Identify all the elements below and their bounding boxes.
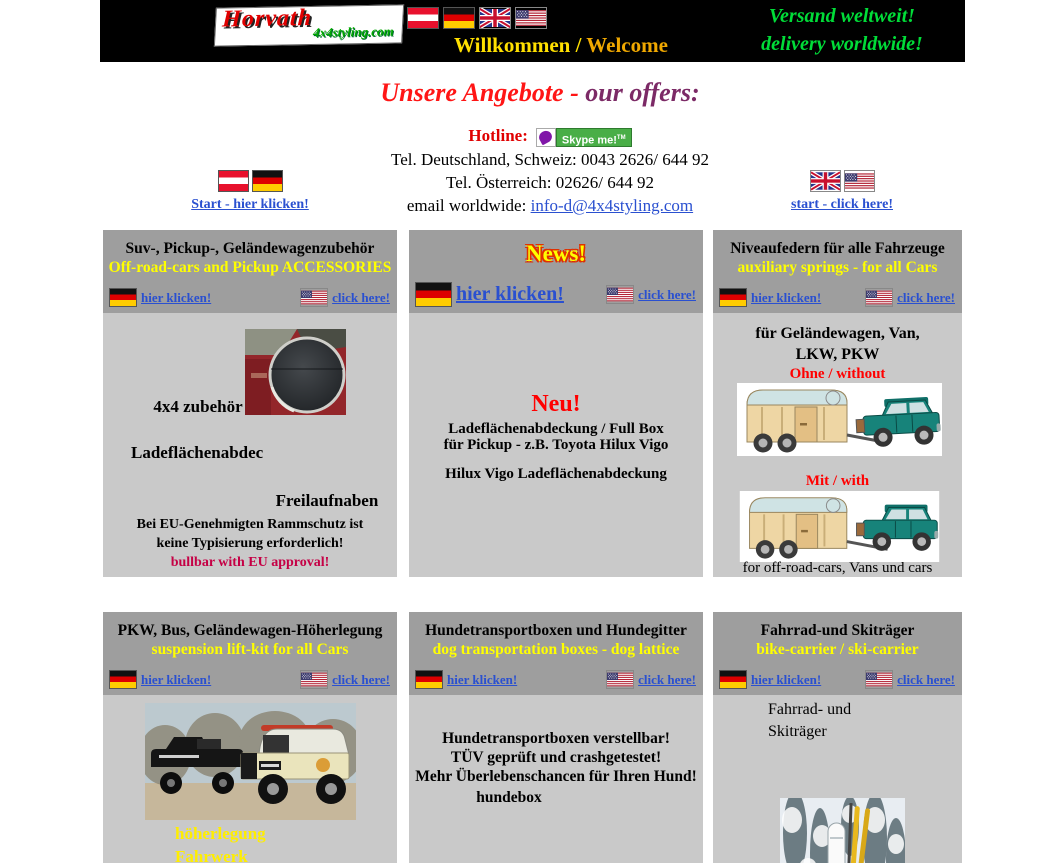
shipping-english: delivery worldwide! [761, 33, 923, 55]
dog-box-line-2: TÜV geprüft und crashgetestet! [450, 749, 662, 766]
german-link-group[interactable] [720, 671, 821, 688]
germany-flag-icon[interactable] [253, 171, 282, 191]
phone-austria: Tel. Österreich: 02626/ 644 92 [446, 173, 654, 192]
cell-title-english: dog transportation boxes - dog lattice [432, 641, 680, 658]
hier-klicken-link[interactable]: hier klicken! [447, 671, 518, 687]
cell-title-english: Off-road-cars and Pickup ACCESSORIES [108, 259, 392, 276]
caption-skitraeger: Skiträger [768, 723, 827, 740]
austria-flag-icon[interactable] [219, 171, 248, 191]
hier-klicken-link[interactable]: hier klicken! [141, 289, 212, 305]
caption-4x4-zubehoer: 4x4 zubehör [153, 397, 243, 416]
welcome-german: Willkommen / [454, 33, 582, 57]
offers-heading-english: our offers: [585, 78, 700, 107]
english-link-group[interactable] [301, 289, 390, 306]
usa-flag-icon [866, 671, 892, 688]
caption-fahrwerk: Fahrwerk [175, 847, 248, 863]
email-label: email worldwide: [406, 196, 531, 215]
english-link-group[interactable] [607, 286, 696, 303]
lifted-jeep-photo [145, 703, 356, 820]
click-here-link[interactable]: click here! [638, 671, 696, 687]
shipping-german: Versand weltweit! [768, 5, 916, 27]
cell-body [713, 695, 962, 863]
dog-box-line-3: Mehr Überlebenschancen für Ihren Hund! [415, 768, 697, 785]
usa-flag-icon [301, 671, 327, 688]
hier-klicken-link[interactable]: hier klicken! [456, 283, 564, 305]
germany-flag-icon[interactable] [444, 8, 474, 28]
germany-flag-icon [110, 289, 136, 306]
caption-fahrrad-und: Fahrrad- und [768, 701, 852, 718]
german-link-group[interactable] [416, 671, 517, 688]
caption-hoeherlegung: höherlegung [175, 824, 266, 843]
note-english: bullbar with EU approval! [170, 555, 330, 570]
cell-body [409, 313, 703, 577]
welcome-heading [428, 33, 694, 58]
cell-header [103, 230, 397, 313]
usa-flag-icon [866, 289, 892, 306]
usa-flag-icon [301, 289, 327, 306]
welcome-english: Welcome [586, 33, 668, 57]
news-line-2: für Pickup - z.B. Toyota Hilux Vigo [443, 437, 669, 453]
germany-flag-icon [416, 283, 451, 306]
english-link-group[interactable] [866, 289, 955, 306]
with-label: Mit / with [805, 473, 870, 489]
german-link-group[interactable] [110, 289, 211, 306]
without-label: Ohne / without [789, 366, 886, 382]
click-here-link[interactable]: click here! [332, 289, 390, 305]
note-line-1: Bei EU-Genehmigten Rammschutz ist [136, 517, 364, 532]
offer-cell-ski-carrier [713, 612, 962, 863]
cell-body [713, 313, 962, 577]
dog-box-line-1: Hundetransportboxen verstellbar! [442, 730, 670, 747]
springs-caption: for off-road-cars, Vans und cars [742, 560, 933, 576]
cell-header [713, 612, 962, 695]
springs-subtitle: für Geländewagen, Van, LKW, PKW [755, 325, 920, 363]
site-logo[interactable] [214, 4, 404, 46]
hier-klicken-link[interactable]: hier klicken! [141, 671, 212, 687]
caption-freilaufnaben: Freilaufnaben [275, 491, 379, 510]
usa-flag-icon[interactable] [845, 171, 874, 191]
offer-cell-springs [713, 230, 962, 577]
hier-klicken-link[interactable]: hier klicken! [751, 671, 822, 687]
hundebox-label: hundebox [476, 789, 542, 806]
cell-title-english: suspension lift-kit for all Cars [151, 641, 349, 658]
german-link-group[interactable] [416, 283, 564, 306]
start-english-flags [776, 171, 908, 191]
offer-cell-dog-boxes [409, 612, 703, 863]
trailer-towing-without-springs-illustration [737, 383, 942, 456]
austria-flag-icon[interactable] [408, 8, 438, 28]
cell-header [103, 612, 397, 695]
ski-carrier-caption [768, 699, 851, 743]
usa-flag-icon [607, 286, 633, 303]
offer-cell-lift-kit [103, 612, 397, 863]
logo-domain-text: 4x4styling.com [312, 23, 395, 40]
cell-title-german: Hundetransportboxen und Hundegitter [425, 622, 687, 639]
news-text [409, 421, 703, 453]
start-german-block [184, 171, 316, 213]
english-link-group[interactable] [301, 671, 390, 688]
usa-flag-icon[interactable] [516, 8, 546, 28]
trailer-towing-with-springs-illustration [737, 491, 942, 562]
english-link-group[interactable] [607, 671, 696, 688]
cell-title-german: Niveaufedern für alle Fahrzeuge [730, 240, 945, 257]
offers-heading-german: Unsere Angebote - [380, 78, 586, 107]
cell-title-english: bike-carrier / ski-carrier [756, 641, 919, 658]
offers-heading [90, 78, 990, 108]
cell-header [409, 230, 703, 313]
cell-title-german: Fahrrad-und Skiträger [760, 622, 915, 639]
logo-text: Horvath [221, 4, 313, 33]
cell-title-german: PKW, Bus, Geländewagen-Höherlegung [117, 622, 383, 639]
click-here-link[interactable]: click here! [332, 671, 390, 687]
uk-flag-icon[interactable] [480, 8, 510, 28]
germany-flag-icon [720, 289, 746, 306]
cell-header [713, 230, 962, 313]
cell-body [103, 313, 397, 577]
bullbar-note [103, 515, 397, 572]
news-line-1: Ladeflächenabdeckung / Full Box [448, 421, 664, 437]
note-line-2: keine Typisierung erforderlich! [156, 536, 344, 551]
caption-ladeflaechenabdec: Ladeflächenabdec [131, 443, 264, 462]
neu-label: Neu! [531, 391, 581, 417]
start-english-block [776, 171, 908, 213]
start-german-link[interactable]: Start - hier klicken! [191, 197, 309, 212]
hotline-label: Hotline: [468, 126, 528, 145]
cell-title-english: auxiliary springs - for all Cars [737, 259, 938, 276]
language-flags [408, 8, 546, 28]
top-banner [100, 0, 965, 62]
skype-icon [536, 128, 556, 147]
click-here-link[interactable]: click here! [897, 289, 955, 305]
uk-flag-icon[interactable] [811, 171, 840, 191]
start-german-flags [184, 171, 316, 191]
cell-title-german: Suv-, Pickup-, Geländewagenzubehör [125, 240, 375, 257]
hier-klicken-link[interactable]: hier klicken! [751, 289, 822, 305]
skype-me-button[interactable]: Skype me!™ [536, 128, 632, 147]
germany-flag-icon [720, 671, 746, 688]
offer-cell-news [409, 230, 703, 577]
cell-header [409, 612, 703, 695]
cell-body [409, 695, 703, 863]
usa-flag-icon [607, 671, 633, 688]
offer-cell-accessories [103, 230, 397, 577]
dog-box-text [409, 729, 703, 786]
german-link-group[interactable] [110, 671, 211, 688]
english-link-group[interactable] [866, 671, 955, 688]
email-link[interactable]: info-d@4x4styling.com [530, 196, 694, 215]
shipping-notice [728, 2, 956, 58]
news-title: News! [525, 241, 587, 266]
click-here-link[interactable]: click here! [638, 286, 696, 302]
news-line-3: Hilux Vigo Ladeflächenabdeckung [445, 466, 667, 482]
start-english-link[interactable]: start - click here! [791, 197, 893, 212]
germany-flag-icon [110, 671, 136, 688]
ski-carrier-photo [780, 798, 905, 863]
phone-germany-switzerland: Tel. Deutschland, Schweiz: 0043 2626/ 644 92 [391, 150, 709, 169]
lift-kit-caption [175, 822, 266, 863]
hotline-row [100, 126, 1000, 147]
germany-flag-icon [416, 671, 442, 688]
cell-body [103, 695, 397, 863]
german-link-group[interactable] [720, 289, 821, 306]
click-here-link[interactable]: click here! [897, 671, 955, 687]
